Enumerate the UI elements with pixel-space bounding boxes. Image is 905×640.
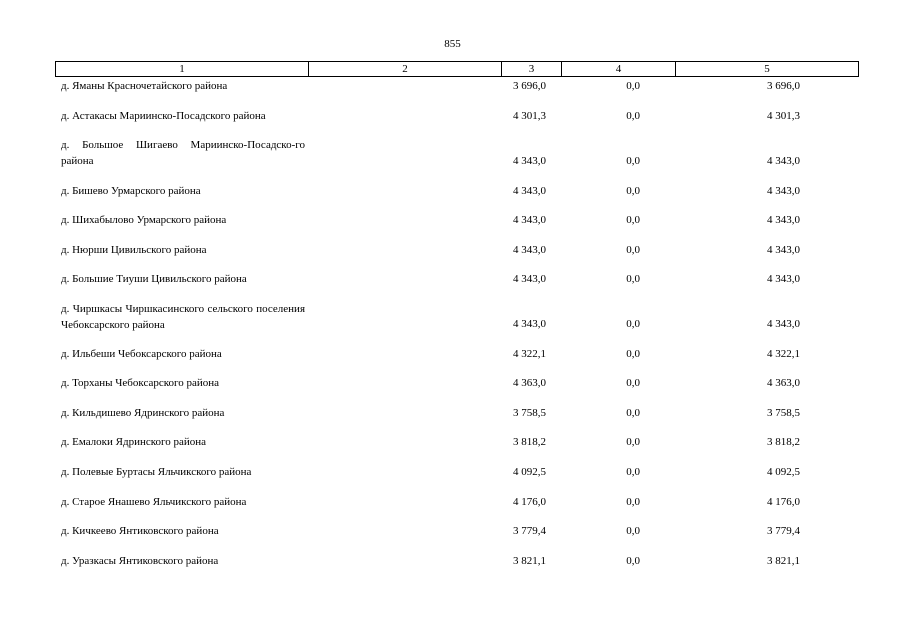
value-col-4: 0,0 <box>626 407 640 419</box>
value-col-4: 0,0 <box>626 466 640 478</box>
value-col-4: 0,0 <box>626 273 640 285</box>
page-number: 855 <box>444 38 461 50</box>
value-col-5: 3 779,4 <box>767 525 800 537</box>
value-col-3: 4 092,5 <box>513 466 546 478</box>
value-col-4: 0,0 <box>626 555 640 567</box>
value-col-4: 0,0 <box>626 348 640 360</box>
value-col-3: 3 696,0 <box>513 80 546 92</box>
value-col-4: 0,0 <box>626 436 640 448</box>
value-col-5: 3 758,5 <box>767 407 800 419</box>
value-col-5: 3 821,1 <box>767 555 800 567</box>
settlement-name: д. Бишево Урмарского района <box>61 185 201 197</box>
value-col-3: 4 301,3 <box>513 110 546 122</box>
value-col-4: 0,0 <box>626 244 640 256</box>
value-col-5: 4 343,0 <box>767 244 800 256</box>
settlement-name: д. Кичкеево Янтиковского района <box>61 525 219 537</box>
value-col-4: 0,0 <box>626 377 640 389</box>
value-col-3: 4 343,0 <box>513 273 546 285</box>
settlement-name: д. Чиршкасы Чиршкасинского сельского поселения Чебоксарского района <box>61 303 305 331</box>
value-col-3: 4 343,0 <box>513 185 546 197</box>
settlement-name: д. Ильбеши Чебоксарского района <box>61 348 222 360</box>
settlement-name: д. Старое Янашево Яльчикского района <box>61 496 247 508</box>
value-col-5: 4 343,0 <box>767 214 800 226</box>
value-col-5: 3 818,2 <box>767 436 800 448</box>
value-col-3: 4 322,1 <box>513 348 546 360</box>
value-col-4: 0,0 <box>626 80 640 92</box>
value-col-4: 0,0 <box>626 525 640 537</box>
value-col-3: 3 758,5 <box>513 407 546 419</box>
value-col-5: 4 301,3 <box>767 110 800 122</box>
value-col-3: 3 821,1 <box>513 555 546 567</box>
value-col-3: 4 363,0 <box>513 377 546 389</box>
value-col-3: 4 343,0 <box>513 155 546 167</box>
value-col-3: 4 343,0 <box>513 244 546 256</box>
value-col-5: 4 343,0 <box>767 155 800 167</box>
settlement-name: д. Нюрши Цивильского района <box>61 244 207 256</box>
value-col-5: 4 343,0 <box>767 273 800 285</box>
value-col-3: 3 818,2 <box>513 436 546 448</box>
value-col-5: 4 343,0 <box>767 185 800 197</box>
settlement-name: д. Емалоки Ядринского района <box>61 436 207 448</box>
value-col-5: 4 343,0 <box>767 318 800 330</box>
column-header-table <box>55 61 859 77</box>
settlement-name: д. Астакасы Мариинско-Посадского района <box>61 110 266 122</box>
value-col-5: 3 696,0 <box>767 80 800 92</box>
settlement-name: д. Торханы Чебоксарского района <box>61 377 220 389</box>
value-col-4: 0,0 <box>626 496 640 508</box>
column-header-1: 1 <box>56 62 309 77</box>
value-col-4: 0,0 <box>626 110 640 122</box>
settlement-name: д. Уразкасы Янтиковского района <box>61 555 219 567</box>
value-col-3: 4 343,0 <box>513 318 546 330</box>
value-col-3: 4 343,0 <box>513 214 546 226</box>
column-header-3: 3 <box>502 62 562 77</box>
column-header-4: 4 <box>562 62 676 77</box>
column-header-row <box>56 62 859 77</box>
settlement-name: д. Полевые Буртасы Яльчикского района <box>61 466 252 478</box>
settlement-name: д. Шихабылово Урмарского района <box>61 214 227 226</box>
settlement-name: д. Яманы Красночетайского района <box>61 80 228 92</box>
settlement-name: д. Большие Тиуши Цивильского района <box>61 273 247 285</box>
value-col-5: 4 363,0 <box>767 377 800 389</box>
value-col-5: 4 092,5 <box>767 466 800 478</box>
settlement-name: д. Кильдишево Ядринского района <box>61 407 225 419</box>
value-col-3: 3 779,4 <box>513 525 546 537</box>
column-header-2: 2 <box>309 62 502 77</box>
value-col-4: 0,0 <box>626 155 640 167</box>
value-col-4: 0,0 <box>626 318 640 330</box>
value-col-4: 0,0 <box>626 185 640 197</box>
value-col-3: 4 176,0 <box>513 496 546 508</box>
value-col-5: 4 322,1 <box>767 348 800 360</box>
value-col-4: 0,0 <box>626 214 640 226</box>
column-header-5: 5 <box>676 62 859 77</box>
value-col-5: 4 176,0 <box>767 496 800 508</box>
settlement-name: д. Большое Шигаево Мариинско-Посадско-го района <box>61 139 305 167</box>
